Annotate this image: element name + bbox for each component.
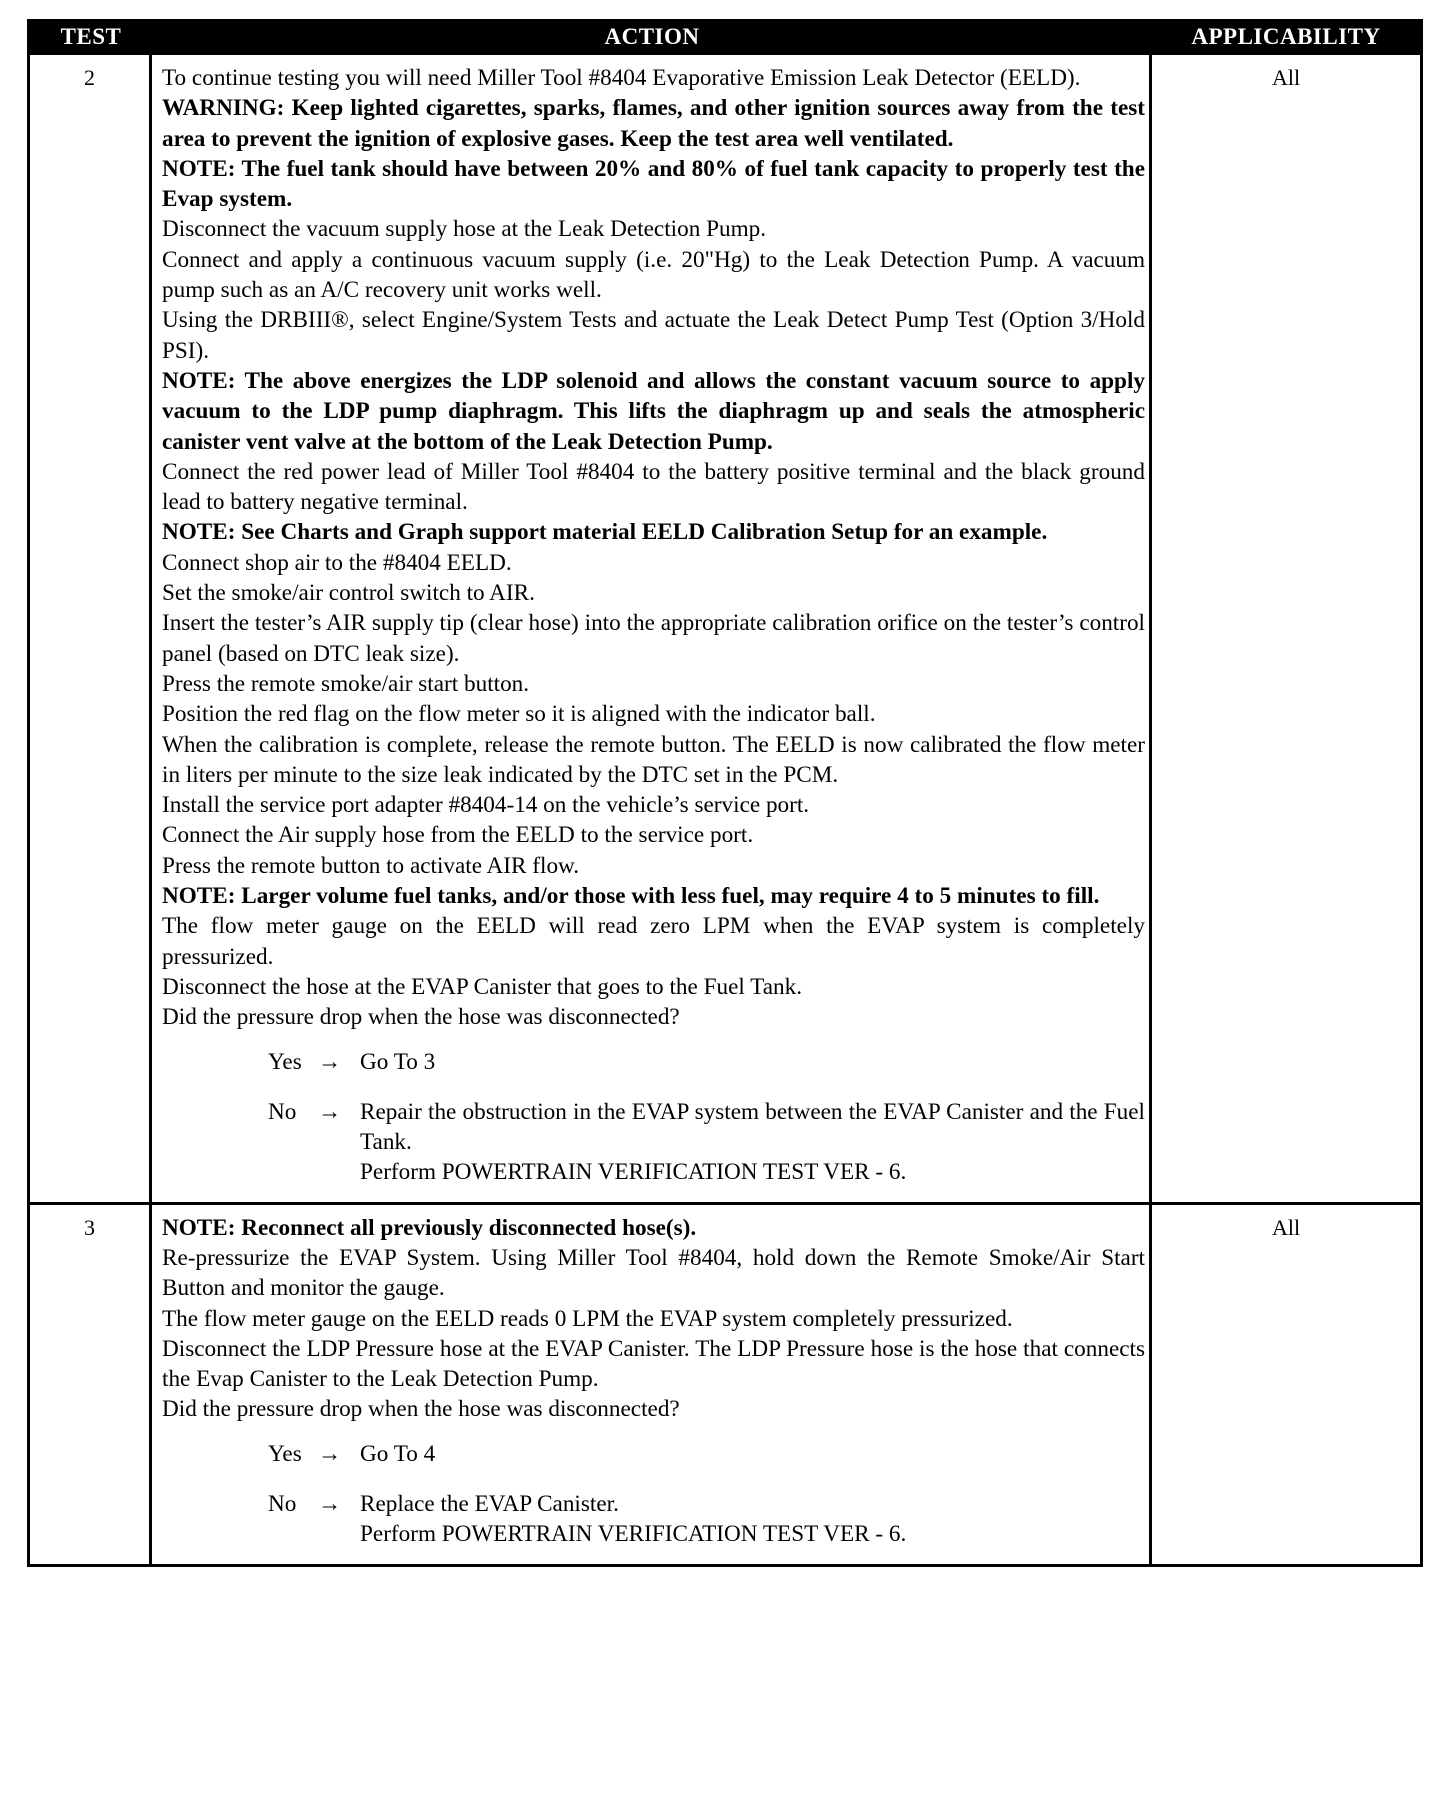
step-paragraph: Did the pressure drop when the hose was disconnected? [162, 1004, 680, 1031]
table-row [30, 1202, 1420, 1564]
note-paragraph: NOTE: Larger volume fuel tanks, and/or those with less fuel, may require 4 to 5 minutes to fill. [162, 883, 1100, 910]
option-action [360, 1489, 1145, 1550]
step-paragraph: Press the remote button to activate AIR flow. [162, 852, 580, 879]
step-paragraph: Connect the red power lead of Miller Tool #8404 to the battery positive terminal and the black ground lead to battery negative terminal. [162, 458, 1145, 516]
table-body [30, 55, 1420, 1564]
step-paragraph: Disconnect the hose at the EVAP Canister that goes to the Fuel Tank. [162, 973, 802, 1000]
option-line: Repair the obstruction in the EVAP system between the EVAP Canister and the Fuel Tank. [360, 1098, 1145, 1156]
step-paragraph: Did the pressure drop when the hose was disconnected? [162, 1396, 680, 1423]
option-action [360, 1439, 1145, 1469]
note-paragraph: NOTE: The fuel tank should have between 20% and 80% of fuel tank capacity to properly test the Evap system. [162, 155, 1145, 213]
step-paragraph: Disconnect the vacuum supply hose at the Leak Detection Pump. [162, 216, 767, 243]
header-applicability: APPLICABILITY [1191, 24, 1381, 49]
step-paragraph: When the calibration is complete, release the remote button. The EELD is now calibrated the flow meter in liters per minute to the size leak indicated by the DTC set in the PCM. [162, 731, 1145, 788]
step-paragraph: Position the red flag on the flow meter so it is aligned with the indicator ball. [162, 701, 876, 728]
test-number: 3 [30, 1205, 152, 1564]
arrow-icon: → [318, 1491, 342, 1518]
step-paragraph: The flow meter gauge on the EELD will read zero LPM when the EVAP system is completely pressurized. [162, 913, 1145, 970]
action-cell [152, 1205, 1152, 1564]
option-action [360, 1047, 1145, 1077]
step-paragraph: To continue testing you will need Miller Tool #8404 Evaporative Emission Leak Detector (EELD). [162, 65, 1081, 91]
result-option [268, 1097, 1145, 1188]
option-answer: No [268, 1098, 297, 1125]
step-paragraph: Insert the tester’s AIR supply tip (clear hose) into the appropriate calibration orifice on the tester’s control panel (based on DTC leak size). [162, 610, 1145, 667]
arrow-icon: → [318, 1440, 342, 1467]
option-line: Go To 4 [360, 1440, 436, 1467]
header-action: ACTION [604, 24, 700, 49]
step-paragraph: Re-pressurize the EVAP System. Using Miller Tool #8404, hold down the Remote Smoke/Air Start Button and monitor the gauge. [162, 1244, 1145, 1302]
option-answer: No [268, 1491, 297, 1518]
arrow-icon: → [318, 1048, 342, 1075]
result-options [162, 1047, 1145, 1188]
step-paragraph: Connect and apply a continuous vacuum supply (i.e. 20"Hg) to the Leak Detection Pump. A vacuum pump such as an A/C recovery unit works well. [162, 246, 1145, 304]
option-line: Perform POWERTRAIN VERIFICATION TEST VER - 6. [360, 1159, 907, 1186]
table-row [30, 55, 1420, 1202]
option-line: Perform POWERTRAIN VERIFICATION TEST VER - 6. [360, 1521, 907, 1548]
result-options [162, 1439, 1145, 1550]
test-procedure-table [27, 19, 1423, 1567]
header-test: TEST [60, 24, 122, 49]
applicability-cell: All [1271, 1214, 1301, 1240]
step-paragraph: Disconnect the LDP Pressure hose at the EVAP Canister. The LDP Pressure hose is the hose that connects the Evap Canister to the Leak Detection Pump. [162, 1335, 1145, 1393]
step-paragraph: Using the DRBIII®, select Engine/System Tests and actuate the Leak Detect Pump Test (Option 3/Hold PSI). [162, 307, 1145, 364]
option-answer: Yes [268, 1440, 302, 1467]
step-paragraph: Connect shop air to the #8404 EELD. [162, 549, 512, 576]
test-number: 2 [30, 55, 152, 1202]
step-paragraph: Press the remote smoke/air start button. [162, 670, 530, 697]
result-option [268, 1489, 1145, 1550]
table-header [30, 19, 1420, 55]
step-paragraph: Set the smoke/air control switch to AIR. [162, 580, 535, 607]
result-option [268, 1439, 1145, 1469]
step-paragraph: Connect the Air supply hose from the EELD to the service port. [162, 822, 754, 849]
option-line: Go To 3 [360, 1048, 436, 1075]
note-paragraph: NOTE: Reconnect all previously disconnected hose(s). [162, 1214, 697, 1241]
option-answer: Yes [268, 1048, 302, 1075]
action-cell [152, 55, 1152, 1202]
note-paragraph: NOTE: See Charts and Graph support material EELD Calibration Setup for an example. [162, 519, 1048, 546]
note-paragraph: NOTE: The above energizes the LDP solenoid and allows the constant vacuum source to apply vacuum to the LDP pump diaphragm. This lifts the diaphragm up and seals the atmospheric canister vent valve at the bottom of the Leak Detection Pump. [162, 367, 1145, 455]
step-paragraph: Install the service port adapter #8404-14 on the vehicle’s service port. [162, 792, 810, 819]
arrow-icon: → [318, 1098, 342, 1125]
applicability-cell: All [1271, 65, 1301, 90]
note-paragraph: WARNING: Keep lighted cigarettes, sparks, flames, and other ignition sources away from the test area to prevent the ignition of explosive gases. Keep the test area well ventilated. [162, 95, 1145, 152]
step-paragraph: The flow meter gauge on the EELD reads 0 LPM the EVAP system completely pressurized. [162, 1305, 1013, 1332]
option-action [360, 1097, 1145, 1188]
result-option [268, 1047, 1145, 1077]
option-line: Replace the EVAP Canister. [360, 1491, 619, 1518]
